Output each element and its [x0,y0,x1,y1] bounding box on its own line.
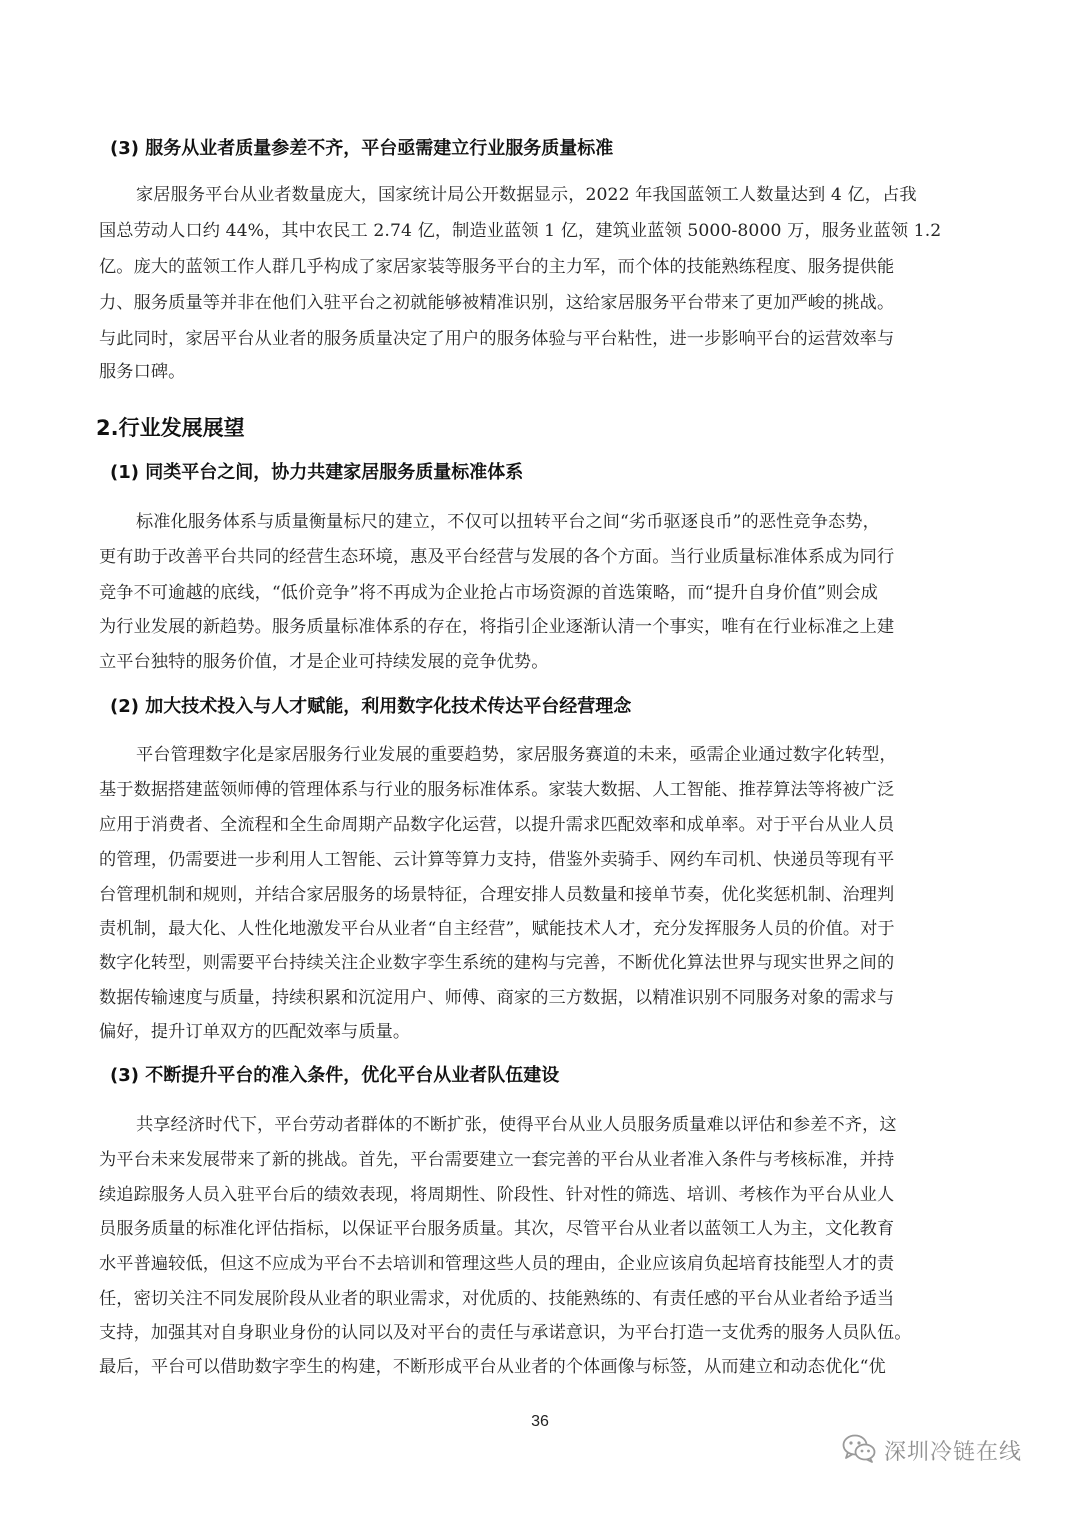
body-line: 服务口碑。 [99,362,186,382]
body-line: 为行业发展的新趋势。服务质量标准体系的存在，将指引企业逐渐认清一个事实，唯有在行业标准之上建 [99,617,895,637]
body-line: 最后，平台可以借助数字孪生的构建，不断形成平台从业者的个体画像与标签，从而建立和动态优化“优 [99,1357,886,1377]
body-line: 竞争不可逾越的底线，“低价竞争”将不再成为企业抢占市场资源的首选策略，而“提升自身价值”则会成 [99,583,878,603]
body-line: 偏好，提升订单双方的匹配效率与质量。 [99,1022,411,1042]
body-line: 家居服务平台从业者数量庞大，国家统计局公开数据显示，2022 年我国蓝领工人数量达到 4 亿，占我 [136,185,917,205]
body-line: 台管理机制和规则，并结合家居服务的场景特征，合理安排人员数量和接单节奏，优化奖惩机制、治理判 [99,885,895,905]
body-line: 续追踪服务人员入驻平台后的绩效表现，将周期性、阶段性、针对性的筛选、培训、考核作为平台从业人 [99,1185,895,1205]
body-line: 更有助于改善平台共同的经营生态环境，惠及平台经营与发展的各个方面。当行业质量标准体系成为同行 [99,547,895,567]
subsection-heading-1: (1) 同类平台之间，协力共建家居服务质量标准体系 [110,462,524,483]
body-line: 共享经济时代下，平台劳动者群体的不断扩张，使得平台从业人员服务质量难以评估和参差不齐，这 [136,1115,897,1135]
body-line: 基于数据搭建蓝领师傅的管理体系与行业的服务标准体系。家装大数据、人工智能、推荐算法等将被广泛 [99,780,895,800]
body-line: 标准化服务体系与质量衡量标尺的建立，不仅可以扭转平台之间“劣币驱逐良币”的恶性竞争态势， [136,512,880,532]
wechat-icon [842,1433,876,1467]
body-line: 的管理，仍需要进一步利用人工智能、云计算等算力支持，借鉴外卖骑手、网约车司机、快递员等现有平 [99,850,895,870]
body-line: 为平台未来发展带来了新的挑战。首先，平台需要建立一套完善的平台从业者准入条件与考核标准，并持 [99,1150,895,1170]
subsection-heading-2: (2) 加大技术投入与人才赋能，利用数字化技术传达平台经营理念 [110,696,632,717]
body-line: 数据传输速度与质量，持续积累和沉淀用户、师傅、商家的三方数据，以精准识别不同服务对象的需求与 [99,988,895,1008]
body-line: 责机制，最大化、人性化地激发平台从业者“自主经营”，赋能技术人才，充分发挥服务人员的价值。对于 [99,919,895,939]
page-number: 36 [531,1413,549,1430]
body-line: 国总劳动人口约 44%，其中农民工 2.74 亿，制造业蓝领 1 亿，建筑业蓝领 5000-8000 万，服务业蓝领 1.2 [99,221,942,241]
body-line: 立平台独特的服务价值，才是企业可持续发展的竞争优势。 [99,652,549,672]
body-line: 支持，加强其对自身职业身份的认同以及对平台的责任与承诺意识，为平台打造一支优秀的服务人员队伍。 [99,1323,912,1343]
subsection-heading-3: (3) 不断提升平台的准入条件，优化平台从业者队伍建设 [110,1065,560,1086]
body-line: 亿。庞大的蓝领工作人群几乎构成了家居家装等服务平台的主力军，而个体的技能熟练程度、服务提供能 [99,257,895,277]
body-line: 任，密切关注不同发展阶段从业者的职业需求，对优质的、技能熟练的、有责任感的平台从业者给予适当 [99,1289,895,1309]
body-line: 员服务质量的标准化评估指标，以保证平台服务质量。其次，尽管平台从业者以蓝领工人为主，文化教育 [99,1219,895,1239]
body-line: 与此同时，家居平台从业者的服务质量决定了用户的服务体验与平台粘性，进一步影响平台的运营效率与 [99,329,895,349]
section-title: 2.行业发展展望 [96,416,245,440]
body-line: 平台管理数字化是家居服务行业发展的重要趋势，家居服务赛道的未来，亟需企业通过数字化转型， [136,745,897,765]
watermark [842,1430,1022,1470]
subsection-heading-3-quality: (3) 服务从业者质量参差不齐，平台亟需建立行业服务质量标准 [110,138,614,159]
body-line: 数字化转型，则需要平台持续关注企业数字孪生系统的建构与完善，不断优化算法世界与现实世界之间的 [99,953,895,973]
body-line: 力、服务质量等并非在他们入驻平台之初就能够被精准识别，这给家居服务平台带来了更加严峻的挑战。 [99,293,895,313]
watermark-text: 深圳冷链在线 [884,1439,1023,1465]
body-line: 水平普遍较低，但这不应成为平台不去培训和管理这些人员的理由，企业应该肩负起培育技能型人才的责 [99,1254,895,1274]
body-line: 应用于消费者、全流程和全生命周期产品数字化运营，以提升需求匹配效率和成单率。对于平台从业人员 [99,815,895,835]
